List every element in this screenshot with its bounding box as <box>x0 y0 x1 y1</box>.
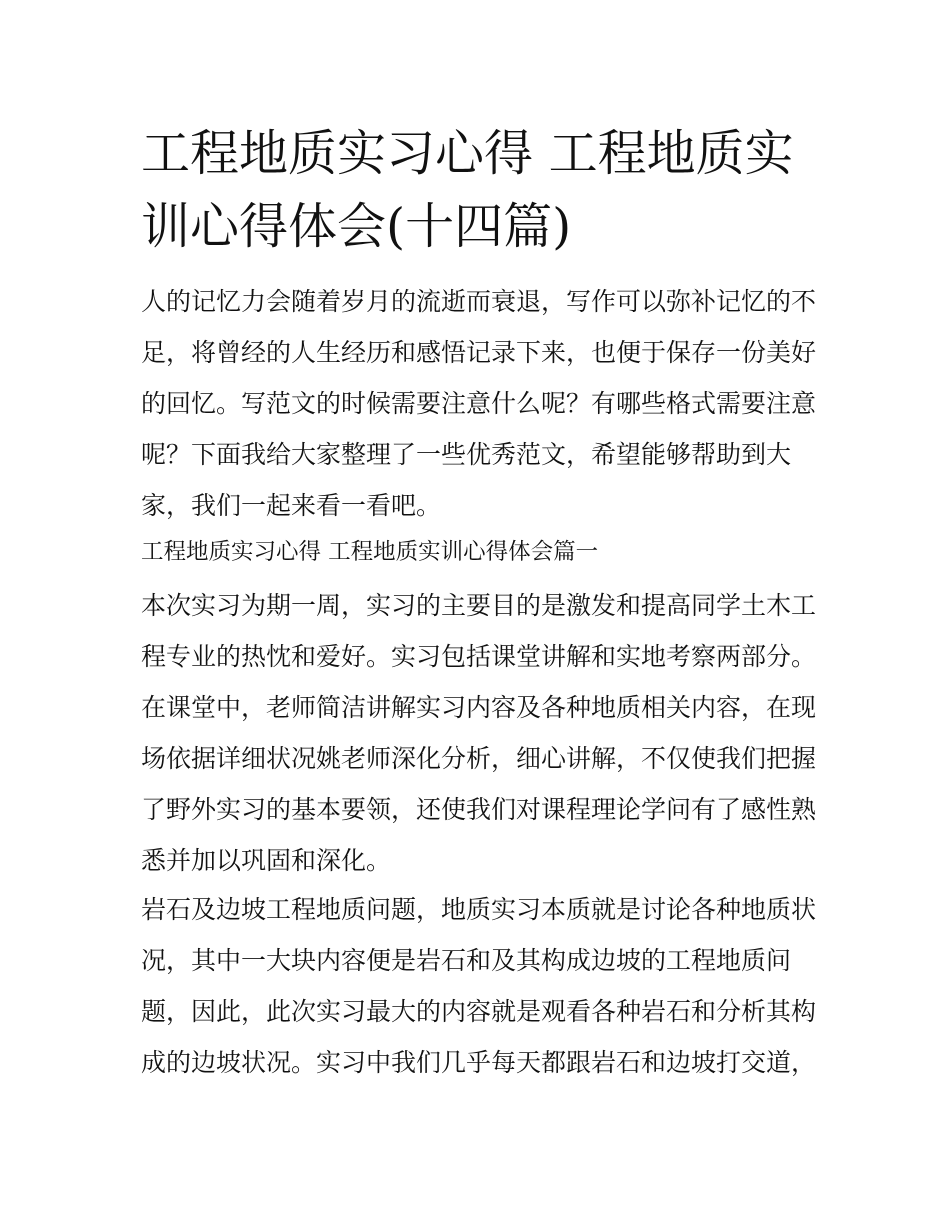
paragraph-line: 况，其中一大块内容便是岩石和及其构成边坡的工程地质问 <box>141 946 792 975</box>
intro-line: 家，我们一起来看一看吧。 <box>141 491 442 520</box>
intro-line: 足，将曾经的人生经历和感悟记录下来，也便于保存一份美好 <box>141 338 817 367</box>
paragraph-line: 悉并加以巩固和深化。 <box>141 846 392 875</box>
paragraph-1 <box>141 580 817 886</box>
paragraph-line: 在课堂中，老师简洁讲解实习内容及各种地质相关内容，在现 <box>141 693 817 722</box>
title-line: 训心得体会(十四篇) <box>141 198 572 255</box>
paragraph-line: 了野外实习的基本要领，还使我们对课程理论学问有了感性熟 <box>141 795 817 824</box>
title-line: 工程地质实习心得 工程地质实 <box>141 125 794 182</box>
intro-line: 的回忆。写范文的时候需要注意什么呢？有哪些格式需要注意 <box>141 389 817 418</box>
paragraph-line: 场依据详细状况姚老师深化分析，细心讲解，不仅使我们把握 <box>141 744 817 773</box>
intro-paragraph <box>141 276 817 531</box>
intro-line: 人的记忆力会随着岁月的流逝而衰退，写作可以弥补记忆的不 <box>141 287 817 316</box>
paragraph-line: 岩石及边坡工程地质问题，地质实习本质就是讨论各种地质状 <box>141 895 817 924</box>
intro-line: 呢？下面我给大家整理了一些优秀范文，希望能够帮助到大 <box>141 440 792 469</box>
paragraph-line: 本次实习为期一周，实习的主要目的是激发和提高同学土木工 <box>141 591 817 620</box>
paragraph-2 <box>141 884 817 1088</box>
paragraph-line: 题，因此，此次实习最大的内容就是观看各种岩石和分析其构 <box>141 997 817 1026</box>
paragraph-line: 程专业的热忱和爱好。实习包括课堂讲解和实地考察两部分。 <box>141 642 817 671</box>
section-heading: 工程地质实习心得 工程地质实训心得体会篇一 <box>141 539 599 565</box>
document-title <box>141 117 831 263</box>
paragraph-line: 成的边坡状况。实习中我们几乎每天都跟岩石和边坡打交道， <box>141 1048 817 1077</box>
